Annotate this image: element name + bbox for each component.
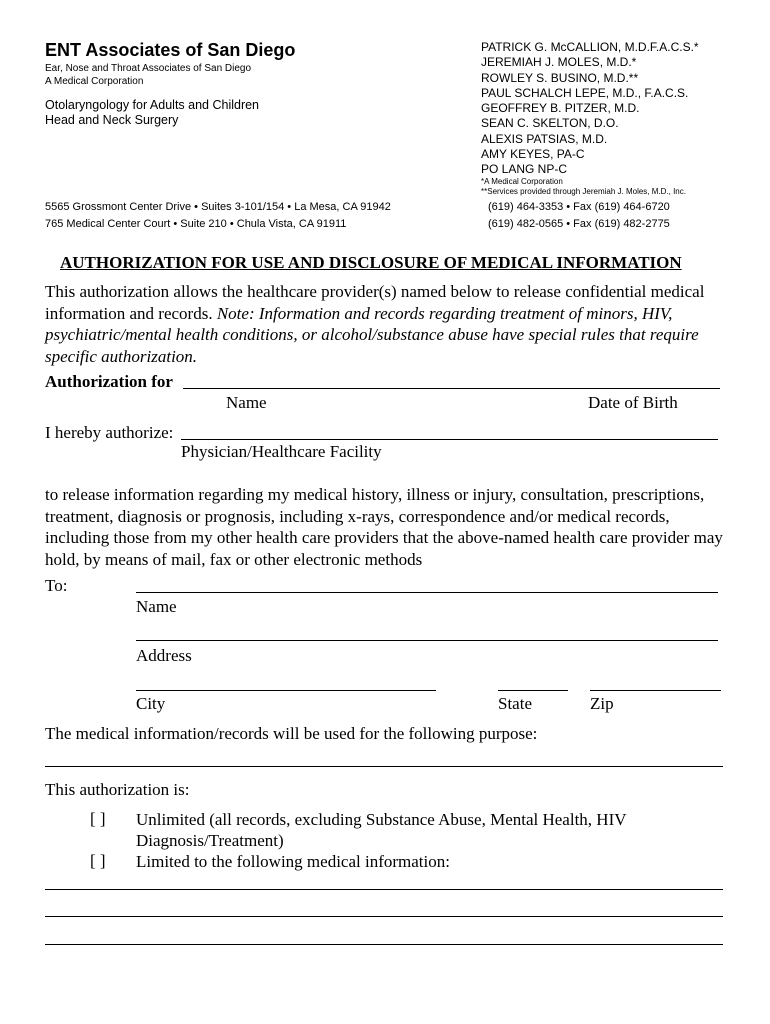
clinic-specialty: Otolaryngology for Adults and Children [45,98,260,112]
unlimited-option-label: Unlimited (all records, excluding Substance Abuse, Mental Health, HIV [136,810,627,829]
physician-name: PO LANG NP-C [481,162,568,177]
state-caption: State [498,694,532,713]
clinic-name: ENT Associates of San Diego [45,40,296,60]
clinic-subtitle: Ear, Nose and Throat Associates of San Diego [45,63,252,74]
footnote-corporation: *A Medical Corporation [481,177,563,186]
to-label: To: [45,576,68,595]
physician-name: GEOFFREY B. PITZER, M.D. [481,101,640,116]
authorization-for-label: Authorization for [45,372,173,391]
clinic-specialty-2: Head and Neck Surgery [45,113,179,127]
dob-caption: Date of Birth [588,393,678,412]
limited-option-label: Limited to the following medical information: [136,852,450,871]
address-chula-vista: 765 Medical Center Court • Suite 210 • Chula Vista, CA 91911 [45,218,347,230]
purpose-label: The medical information/records will be used for the following purpose: [45,724,538,743]
facility-caption: Physician/Healthcare Facility [181,442,382,461]
authorization-is-label: This authorization is: [45,780,190,799]
limited-checkbox[interactable]: [ ] [90,851,106,870]
hereby-authorize-label: I hereby authorize: [45,423,174,442]
purpose-field[interactable] [45,766,723,767]
physician-name: SEAN C. SKELTON, D.O. [481,116,619,131]
unlimited-checkbox[interactable]: [ ] [90,809,106,828]
city-caption: City [136,694,166,713]
footnotes [481,177,686,197]
name-caption: Name [226,393,267,412]
physician-list [481,40,699,178]
intro-note: Note: Information and records regarding treatment of minors, HIV, psychiatric/mental health conditions, or alcohol/substance abuse have special rules that require specific authorization. [45,303,699,366]
unlimited-option-label-cont: Diagnosis/Treatment) [136,831,284,850]
physician-name: ROWLEY S. BUSINO, M.D.** [481,70,639,85]
state-field[interactable] [498,690,568,691]
limited-info-field-3[interactable] [45,944,723,945]
phone-chula-vista: (619) 482-0565 • Fax (619) 482-2775 [488,218,670,230]
recipient-address-field[interactable] [136,640,718,641]
release-paragraph: to release information regarding my medical history, illness or injury, consultation, prescriptions, treatment, diagnosis or prognosis, including x-rays, correspondence and/or medical records, including those from my other health care providers that the above-named health care provider may hold, by means of mail, fax or other electronic methods [45,485,723,569]
footnote-services: **Services provided through Jeremiah J. Moles, M.D., Inc. [481,187,686,196]
clinic-corporation: A Medical Corporation [45,76,144,87]
form-title: AUTHORIZATION FOR USE AND DISCLOSURE OF MEDICAL INFORMATION [60,253,682,272]
intro-paragraph [45,281,735,367]
physician-name: AMY KEYES, PA-C [481,147,585,162]
facility-field[interactable] [181,439,718,440]
recipient-name-field[interactable] [136,592,718,593]
patient-name-field[interactable] [183,388,720,389]
intro-text: This authorization allows the healthcare provider(s) named below to release confidential medical information and records. [45,282,705,323]
physician-name: ALEXIS PATSIAS, M.D. [481,131,608,146]
limited-info-field-2[interactable] [45,916,723,917]
zip-caption: Zip [590,694,614,713]
physician-name: PATRICK G. McCALLION, M.D.F.A.C.S.* [481,40,699,54]
phone-la-mesa: (619) 464-3353 • Fax (619) 464-6720 [488,201,670,213]
address-caption: Address [136,646,192,665]
recipient-name-caption: Name [136,597,177,616]
zip-field[interactable] [590,690,721,691]
limited-info-field-1[interactable] [45,889,723,890]
physician-name: PAUL SCHALCH LEPE, M.D., F.A.C.S. [481,85,689,100]
address-la-mesa: 5565 Grossmont Center Drive • Suites 3-101/154 • La Mesa, CA 91942 [45,201,391,213]
city-field[interactable] [136,690,436,691]
physician-name: JEREMIAH J. MOLES, M.D.* [481,55,637,70]
